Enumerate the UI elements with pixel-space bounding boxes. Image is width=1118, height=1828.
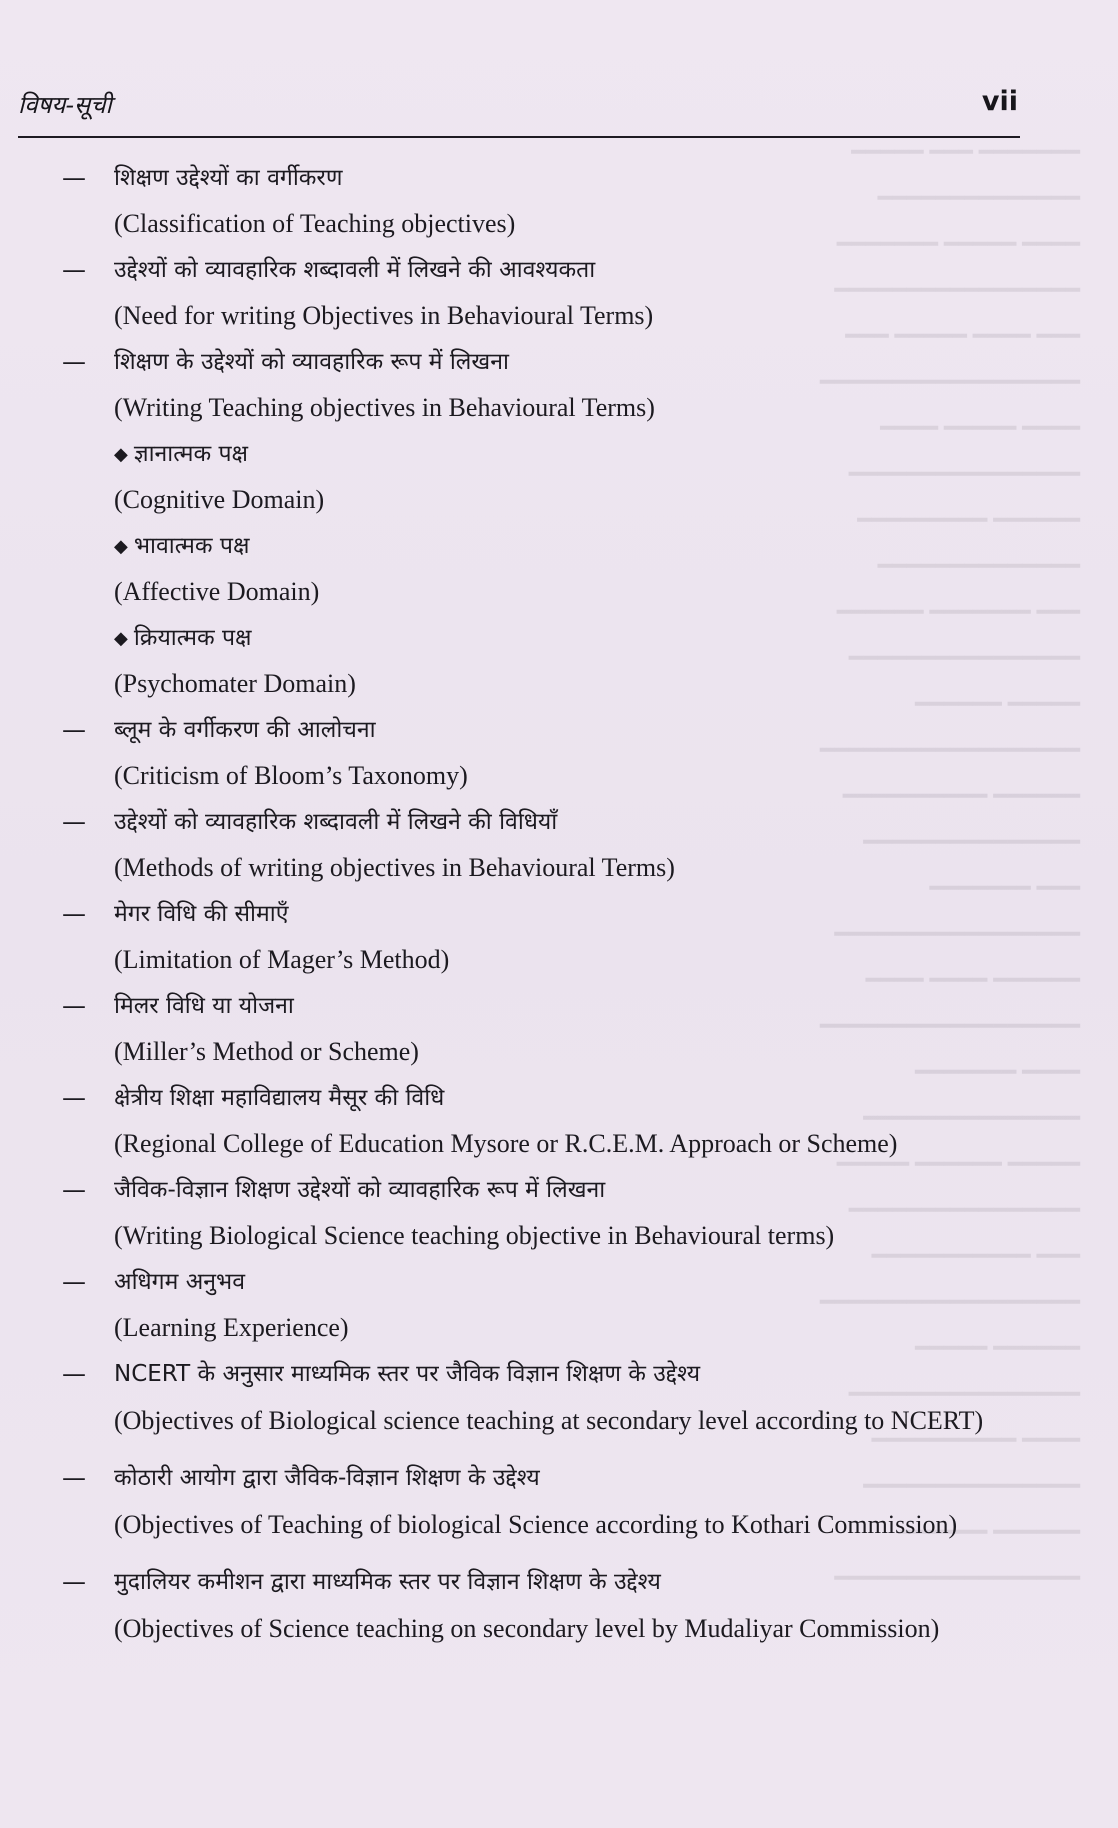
toc-entry	[62, 707, 1022, 799]
dash-marker: —	[62, 1568, 86, 1596]
toc-entry-english: (Affective Domain)	[114, 577, 320, 606]
diamond-bullet-icon: ◆	[114, 536, 128, 557]
toc-entry-hindi	[114, 707, 1022, 753]
dash-marker: —	[62, 900, 86, 928]
toc-entry-hindi-text: भावात्मक पक्ष	[133, 533, 250, 559]
toc-entry	[62, 891, 1022, 983]
toc-entry	[62, 1351, 1022, 1455]
dash-marker: —	[62, 1176, 86, 1204]
toc-entry-hindi	[114, 339, 1022, 385]
toc-entry-hindi	[114, 1075, 1022, 1121]
toc-entry	[62, 155, 1022, 247]
toc-entry	[62, 431, 1022, 523]
toc-entry-english: (Objectives of Science teaching on secondary level by Mudaliyar Commission)	[114, 1614, 940, 1643]
toc-entry-english: (Criticism of Bloom’s Taxonomy)	[114, 761, 468, 790]
dash-marker: —	[62, 348, 86, 376]
dash-marker: —	[62, 1464, 86, 1492]
toc-entry-hindi	[114, 1559, 1022, 1605]
running-header	[18, 88, 1018, 132]
toc-entry	[62, 1559, 1022, 1663]
toc-entry-hindi	[114, 1455, 1022, 1501]
toc-entry	[62, 523, 1022, 615]
toc-entry	[62, 1075, 1022, 1167]
toc-entry-hindi-text: क्रियात्मक पक्ष	[133, 625, 252, 651]
toc-entry-english: (Objectives of Biological science teaching at secondary level according to NCERT)	[114, 1406, 984, 1435]
bleed-through-text: ━━━━━━━ ━━━ ━━━━━ ━━━━━━━━━━━━━━ ━━━━ ━━━━━ ━━━━━━━ ━━━━━━━━━━━━━━━━━ ━━━ ━━━━ ━━━━━ ━━━ ━━━━━━━━━━━━━━━━━━ ━━━━ ━━━━━ ━━━━ ━━━━━━━━━━━━━━━━ ━━━━━━ ━━━━━━━━━ ━━━━━━━━━━━━━━ ━━━ ━━━━━━━ ━━━━━━ ━━━━━━━━━━━━━━━━ ━━━━━ ━━━━━━ ━━━━━━━━━━━━━━━━━━ ━━━━━━ ━━━━━━━━━━ ━━━━━━━━━━━━━━━ ━━━ ━━━━━━━ ━━━━━━━━━━━━━━━━━ ━━━━━━ ━━━━ ━━━━ ━━━━━━━━━━━━━━━━━━ ━━━━ ━━━━━━━ ━━━━━━━━━━━━━━━ ━━━━━ ━━━━━━ ━━━━━ ━━━━━━━━━━━━━━━━ ━━━ ━━━━━━━━━━━ ━━━━━━━━━━━━━━━━━━ ━━━━━━ ━━━━━ ━━━━━━━━━━━━━━━━ ━━━━ ━━━━━━━━━━ ━━━━━━━━━━━━━━━ ━━━━━━ ━━━━━━ ━━━━━━━━━━━━━━━━━	[819, 140, 1080, 1592]
header-title: विषय-सूची	[18, 91, 112, 119]
toc-entry-hindi	[114, 431, 1022, 477]
toc-entry-hindi-text: शिक्षण उद्देश्यों का वर्गीकरण	[114, 165, 343, 191]
toc-entry	[62, 1259, 1022, 1351]
toc-entry-hindi-text: शिक्षण के उद्देश्यों को व्यावहारिक रूप में लिखना	[114, 349, 509, 375]
toc-entry	[62, 1167, 1022, 1259]
toc-entry-hindi-text: उद्देश्यों को व्यावहारिक शब्दावली में लिखने की आवश्यकता	[114, 257, 596, 283]
toc-entry-hindi	[114, 1259, 1022, 1305]
dash-marker: —	[62, 256, 86, 284]
toc-entry	[62, 615, 1022, 707]
header-rule	[18, 136, 1020, 138]
dash-marker: —	[62, 1084, 86, 1112]
toc-entry	[62, 247, 1022, 339]
toc-entry	[62, 1455, 1022, 1559]
toc-entry-hindi	[114, 983, 1022, 1029]
toc-entry-hindi	[114, 1351, 1022, 1397]
toc-entry-hindi	[114, 523, 1022, 569]
toc-entry-hindi-text: कोठारी आयोग द्वारा जैविक-विज्ञान शिक्षण के उद्देश्य	[114, 1465, 540, 1491]
toc-entry-hindi-text: जैविक-विज्ञान शिक्षण उद्देश्यों को व्यावहारिक रूप में लिखना	[114, 1177, 606, 1203]
dash-marker: —	[62, 716, 86, 744]
toc-entry-english: (Writing Teaching objectives in Behavioural Terms)	[114, 393, 655, 422]
toc-entry-hindi-text: ज्ञानात्मक पक्ष	[133, 441, 249, 467]
toc-entry-english: (Limitation of Mager’s Method)	[114, 945, 450, 974]
diamond-bullet-icon: ◆	[114, 444, 128, 465]
toc-entry-english: (Learning Experience)	[114, 1313, 349, 1342]
toc-entry-english: (Methods of writing objectives in Behavioural Terms)	[114, 853, 675, 882]
dash-marker: —	[62, 1268, 86, 1296]
toc-entry-hindi	[114, 247, 1022, 293]
toc-entry-hindi-text: क्षेत्रीय शिक्षा महाविद्यालय मैसूर की विधि	[114, 1085, 445, 1111]
toc-entry-english: (Classification of Teaching objectives)	[114, 209, 516, 238]
toc-entry	[62, 799, 1022, 891]
toc-entry-hindi	[114, 799, 1022, 845]
toc-entry-hindi	[114, 891, 1022, 937]
dash-marker: —	[62, 808, 86, 836]
toc-entry-english: (Need for writing Objectives in Behavioural Terms)	[114, 301, 654, 330]
toc-entry-hindi	[114, 155, 1022, 201]
toc-entry-hindi	[114, 1167, 1022, 1213]
toc-entry-english: (Cognitive Domain)	[114, 485, 325, 514]
dash-marker: —	[62, 992, 86, 1020]
toc-entry-english: (Miller’s Method or Scheme)	[114, 1037, 419, 1066]
toc-entry-english: (Writing Biological Science teaching objective in Behavioural terms)	[114, 1221, 835, 1250]
toc-entry-hindi-text: मुदालियर कमीशन द्वारा माध्यमिक स्तर पर विज्ञान शिक्षण के उद्देश्य	[114, 1569, 661, 1595]
toc-entry-english: (Objectives of Teaching of biological Science according to Kothari Commission)	[114, 1510, 958, 1539]
toc-entry-english: (Psychomater Domain)	[114, 669, 356, 698]
dash-marker: —	[62, 164, 86, 192]
toc-entry	[62, 339, 1022, 431]
toc-entry-hindi-text: उद्देश्यों को व्यावहारिक शब्दावली में लिखने की विधियाँ	[114, 809, 558, 835]
page-number: vii	[981, 86, 1018, 117]
toc-entry-hindi-text: NCERT के अनुसार माध्यमिक स्तर पर जैविक विज्ञान शिक्षण के उद्देश्य	[114, 1361, 701, 1387]
toc-entry-hindi-text: मेगर विधि की सीमाएँ	[114, 901, 289, 927]
diamond-bullet-icon: ◆	[114, 628, 128, 649]
toc-entry-hindi-text: मिलर विधि या योजना	[114, 993, 294, 1019]
toc-entry-hindi-text: अधिगम अनुभव	[114, 1269, 245, 1295]
toc-entry-hindi-text: ब्लूम के वर्गीकरण की आलोचना	[114, 717, 376, 743]
dash-marker: —	[62, 1360, 86, 1388]
toc-entry	[62, 983, 1022, 1075]
toc-entry-english: (Regional College of Education Mysore or R.C.E.M. Approach or Scheme)	[114, 1129, 898, 1158]
toc-entry-hindi	[114, 615, 1022, 661]
table-of-contents	[62, 155, 1022, 1663]
